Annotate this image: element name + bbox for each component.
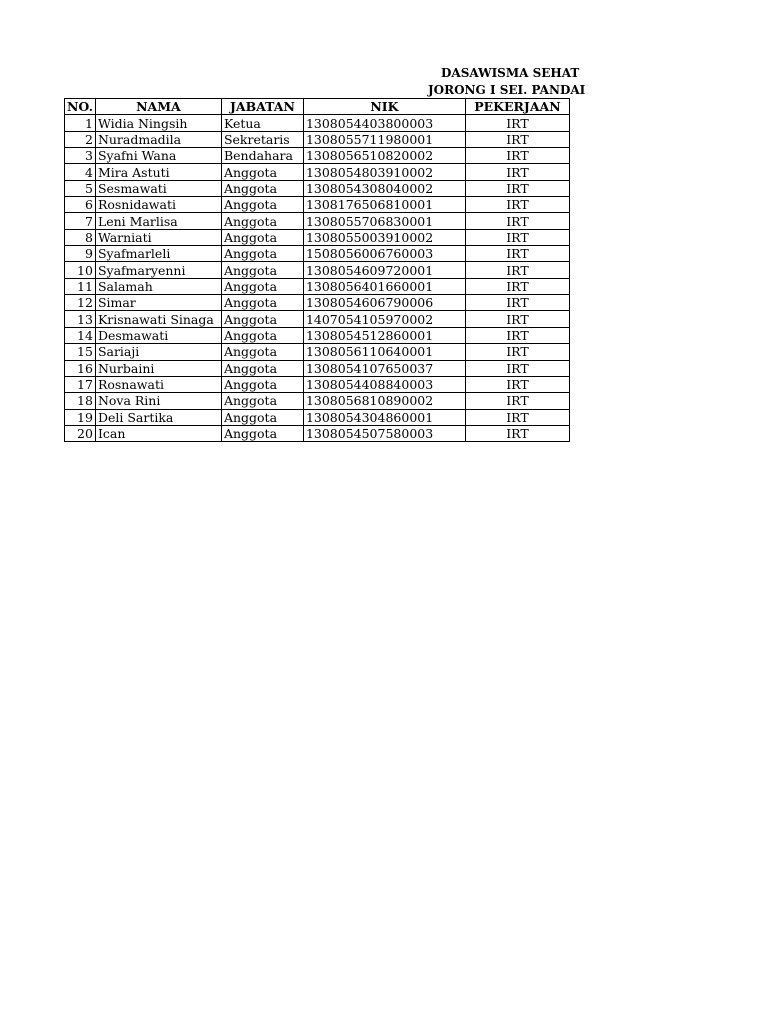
- cell-jabatan: Anggota: [221, 409, 303, 425]
- cell-no: 12: [65, 295, 96, 311]
- cell-nama: Syafmarleli: [95, 246, 221, 262]
- table-row: [65, 327, 570, 343]
- cell-pekerjaan: IRT: [465, 148, 569, 164]
- cell-nik: 1308056810890002: [303, 393, 465, 409]
- cell-nik: 1407054105970002: [303, 311, 465, 327]
- cell-no: 3: [65, 148, 96, 164]
- cell-jabatan: Anggota: [221, 360, 303, 376]
- cell-nik: 1308054803910002: [303, 164, 465, 180]
- table-row: [65, 115, 570, 131]
- cell-jabatan: Ketua: [221, 115, 303, 131]
- cell-nama: Deli Sartika: [95, 409, 221, 425]
- cell-jabatan: Anggota: [221, 393, 303, 409]
- column-header-pekerjaan: PEKERJAAN: [465, 99, 569, 115]
- cell-nik: 1308054308040002: [303, 180, 465, 196]
- cell-nik: 1308054403800003: [303, 115, 465, 131]
- table-row: [65, 295, 570, 311]
- cell-pekerjaan: IRT: [465, 344, 569, 360]
- cell-nik: 1308054512860001: [303, 327, 465, 343]
- table-row: [65, 213, 570, 229]
- cell-no: 15: [65, 344, 96, 360]
- sheet-title: DASAWISMA SEHAT: [441, 66, 580, 80]
- table-row: [65, 393, 570, 409]
- cell-nik: 1508056006760003: [303, 246, 465, 262]
- cell-no: 20: [65, 425, 96, 441]
- cell-pekerjaan: IRT: [465, 278, 569, 294]
- cell-nik: 1308054606790006: [303, 295, 465, 311]
- cell-nama: Leni Marlisa: [95, 213, 221, 229]
- cell-no: 9: [65, 246, 96, 262]
- sheet-subtitle: JORONG I SEI. PANDAI: [428, 83, 586, 97]
- cell-nama: Salamah: [95, 278, 221, 294]
- cell-pekerjaan: IRT: [465, 376, 569, 392]
- cell-pekerjaan: IRT: [465, 213, 569, 229]
- cell-nik: 1308054609720001: [303, 262, 465, 278]
- cell-no: 8: [65, 229, 96, 245]
- cell-no: 18: [65, 393, 96, 409]
- cell-jabatan: Anggota: [221, 164, 303, 180]
- table-row: [65, 376, 570, 392]
- cell-nama: Sariaji: [95, 344, 221, 360]
- table-row: [65, 311, 570, 327]
- cell-no: 19: [65, 409, 96, 425]
- column-header-nik: NIK: [303, 99, 465, 115]
- cell-jabatan: Anggota: [221, 180, 303, 196]
- cell-jabatan: Anggota: [221, 376, 303, 392]
- cell-no: 7: [65, 213, 96, 229]
- cell-jabatan: Anggota: [221, 344, 303, 360]
- table-row: [65, 148, 570, 164]
- cell-no: 4: [65, 164, 96, 180]
- cell-jabatan: Anggota: [221, 327, 303, 343]
- table-row: [65, 197, 570, 213]
- cell-nik: 1308055711980001: [303, 131, 465, 147]
- cell-jabatan: Anggota: [221, 229, 303, 245]
- cell-nama: Warniati: [95, 229, 221, 245]
- cell-pekerjaan: IRT: [465, 229, 569, 245]
- cell-nama: Widia Ningsih: [95, 115, 221, 131]
- cell-nik: 1308055003910002: [303, 229, 465, 245]
- member-table: [64, 98, 570, 442]
- cell-jabatan: Anggota: [221, 246, 303, 262]
- cell-nik: 1308056510820002: [303, 148, 465, 164]
- table-row: [65, 246, 570, 262]
- cell-nama: Sesmawati: [95, 180, 221, 196]
- cell-jabatan: Anggota: [221, 197, 303, 213]
- cell-pekerjaan: IRT: [465, 409, 569, 425]
- table-row: [65, 262, 570, 278]
- cell-no: 13: [65, 311, 96, 327]
- table-row: [65, 180, 570, 196]
- cell-pekerjaan: IRT: [465, 246, 569, 262]
- cell-pekerjaan: IRT: [465, 295, 569, 311]
- cell-no: 10: [65, 262, 96, 278]
- cell-nama: Nova Rini: [95, 393, 221, 409]
- table-body: [65, 115, 570, 442]
- cell-pekerjaan: IRT: [465, 425, 569, 441]
- cell-no: 16: [65, 360, 96, 376]
- cell-nama: Rosnawati: [95, 376, 221, 392]
- cell-pekerjaan: IRT: [465, 393, 569, 409]
- cell-nama: Krisnawati Sinaga: [95, 311, 221, 327]
- cell-nama: Simar: [95, 295, 221, 311]
- column-header-nama: NAMA: [95, 99, 221, 115]
- cell-nama: Mira Astuti: [95, 164, 221, 180]
- table-row: [65, 360, 570, 376]
- cell-nik: 1308055706830001: [303, 213, 465, 229]
- cell-pekerjaan: IRT: [465, 164, 569, 180]
- cell-no: 6: [65, 197, 96, 213]
- cell-pekerjaan: IRT: [465, 311, 569, 327]
- cell-nama: Desmawati: [95, 327, 221, 343]
- cell-nama: Ican: [95, 425, 221, 441]
- cell-nama: Syafni Wana: [95, 148, 221, 164]
- cell-jabatan: Sekretaris: [221, 131, 303, 147]
- cell-nik: 1308056110640001: [303, 344, 465, 360]
- cell-nik: 1308054408840003: [303, 376, 465, 392]
- column-header-no: NO.: [65, 99, 96, 115]
- table-row: [65, 229, 570, 245]
- cell-jabatan: Anggota: [221, 295, 303, 311]
- cell-no: 2: [65, 131, 96, 147]
- table-row: [65, 278, 570, 294]
- cell-no: 1: [65, 115, 96, 131]
- cell-pekerjaan: IRT: [465, 115, 569, 131]
- column-header-jabatan: JABATAN: [221, 99, 303, 115]
- table-row: [65, 131, 570, 147]
- cell-jabatan: Anggota: [221, 311, 303, 327]
- cell-pekerjaan: IRT: [465, 197, 569, 213]
- cell-jabatan: Anggota: [221, 213, 303, 229]
- table-row: [65, 344, 570, 360]
- cell-pekerjaan: IRT: [465, 327, 569, 343]
- cell-pekerjaan: IRT: [465, 360, 569, 376]
- cell-pekerjaan: IRT: [465, 262, 569, 278]
- cell-jabatan: Anggota: [221, 278, 303, 294]
- cell-pekerjaan: IRT: [465, 131, 569, 147]
- cell-no: 14: [65, 327, 96, 343]
- table-row: [65, 425, 570, 441]
- cell-no: 5: [65, 180, 96, 196]
- table-row: [65, 409, 570, 425]
- cell-no: 11: [65, 278, 96, 294]
- cell-nama: Nurbaini: [95, 360, 221, 376]
- cell-nik: 1308054304860001: [303, 409, 465, 425]
- cell-nik: 1308054107650037: [303, 360, 465, 376]
- cell-jabatan: Bendahara: [221, 148, 303, 164]
- cell-jabatan: Anggota: [221, 262, 303, 278]
- cell-nik: 1308176506810001: [303, 197, 465, 213]
- cell-nama: Rosnidawati: [95, 197, 221, 213]
- cell-nik: 1308056401660001: [303, 278, 465, 294]
- cell-pekerjaan: IRT: [465, 180, 569, 196]
- cell-no: 17: [65, 376, 96, 392]
- cell-nama: Nuradmadila: [95, 131, 221, 147]
- table-row: [65, 164, 570, 180]
- cell-nik: 1308054507580003: [303, 425, 465, 441]
- cell-nama: Syafmaryenni: [95, 262, 221, 278]
- table-header-row: [65, 99, 570, 115]
- cell-jabatan: Anggota: [221, 425, 303, 441]
